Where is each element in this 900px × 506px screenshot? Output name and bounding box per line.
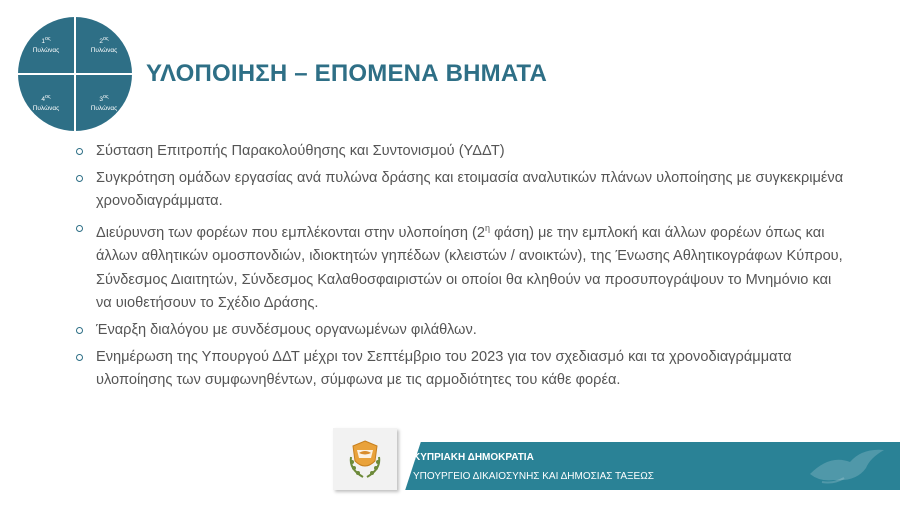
bullet-item: Διεύρυνση των φορέων που εμπλέκονται στην υλοποίηση ($2^\eta$ φάση) με την εμπλοκή και άλλων φορέων όπως και άλλων αθλητικών ομοσπονδιών, ιδιοκτητών γηπέδων (κλειστών / ανοικτών), της Ένωσης Αθλητικογράφων Κύπρου, Σύνδεσμος Διαιτητών, Σύνδεσμος Καλαθοσφαιριστών οι οποίοι θα κληθούν να προσυπογράψουν το Μνημόνιο και να υιοθετήσουν το Σχέδιο Δράσης. bbox=[76, 217, 846, 316]
bullet-item: Ενημέρωση της Υπουργού ΔΔΤ μέχρι τον Σεπτέμβριο του 2023 για τον σχεδιασμό και τα χρονοδιαγράμματα υλοποίησης των συμφωνηθέντων, σύμφωνα με τις αρμοδιότητες του κάθε φορέα. bbox=[76, 346, 846, 393]
pillar-4-label: Πυλώνας bbox=[32, 104, 60, 112]
bullet-list bbox=[76, 140, 846, 396]
cyprus-coat-of-arms-logo bbox=[333, 428, 397, 490]
republic-name: ΚΥΠΡΙΑΚΗ ΔΗΜΟΚΡΑΤΙΑ bbox=[413, 452, 534, 463]
pillar-3 bbox=[76, 75, 132, 131]
pillar-2 bbox=[76, 17, 132, 73]
bullet-item: Σύσταση Επιτροπής Παρακολούθησης και Συντονισμού (ΥΔΔΤ) bbox=[76, 140, 846, 164]
slide-title: ΥΛΟΠΟΙΗΣΗ – ΕΠΟΜΕΝΑ ΒΗΜΑΤΑ bbox=[146, 60, 548, 87]
pillar-1 bbox=[18, 17, 74, 73]
pillar-2-label: Πυλώνας bbox=[90, 46, 118, 54]
circle-bullet-icon bbox=[76, 354, 83, 361]
pillar-1-label: Πυλώνας bbox=[32, 46, 60, 54]
pillar-3-number: $3^{o\varsigma}$ bbox=[99, 94, 109, 104]
circle-bullet-icon bbox=[76, 225, 83, 232]
pillar-2-number: $2^{o\varsigma}$ bbox=[99, 36, 109, 46]
circle-bullet-icon bbox=[76, 175, 83, 182]
pillar-4 bbox=[18, 75, 74, 131]
pillar-1-number: $1^{o\varsigma}$ bbox=[41, 36, 51, 46]
pillars-diagram bbox=[18, 17, 132, 131]
circle-bullet-icon bbox=[76, 327, 83, 334]
bullet-item: Έναρξη διαλόγου με συνδέσμους οργανωμένων φιλάθλων. bbox=[76, 319, 846, 343]
circle-bullet-icon bbox=[76, 148, 83, 155]
government-footer bbox=[333, 428, 900, 490]
coat-of-arms-icon bbox=[345, 437, 385, 481]
pillar-3-label: Πυλώνας bbox=[90, 104, 118, 112]
pillar-4-number: $4^{o\varsigma}$ bbox=[41, 94, 51, 104]
bullet-item: Συγκρότηση ομάδων εργασίας ανά πυλώνα δράσης και ετοιμασία αναλυτικών πλάνων υλοποίησης με συγκεκριμένα χρονοδιαγράμματα. bbox=[76, 167, 846, 214]
ministry-name: ΥΠΟΥΡΓΕΙΟ ΔΙΚΑΙΟΣΥΝΗΣ ΚΑΙ ΔΗΜΟΣΙΑΣ ΤΑΞΕΩΣ bbox=[413, 471, 654, 482]
dove-watermark-icon bbox=[800, 444, 890, 488]
